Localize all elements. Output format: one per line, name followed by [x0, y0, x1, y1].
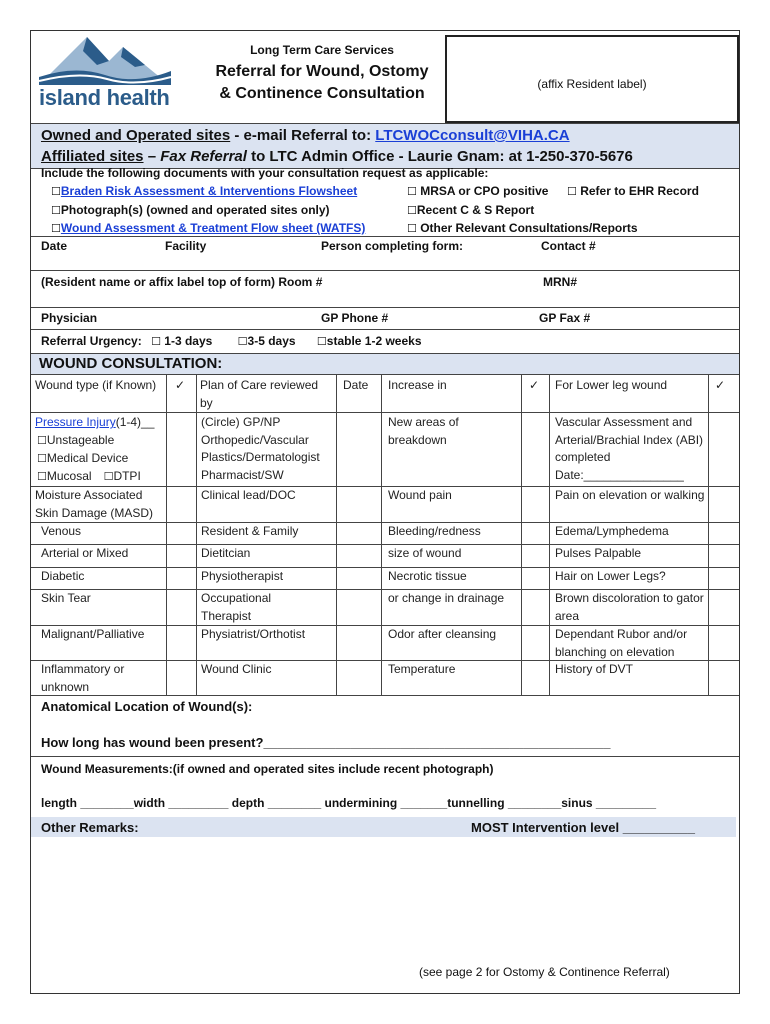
header-check-3: ✓	[715, 378, 726, 392]
affiliated-sites-label: Affiliated sites	[41, 148, 144, 165]
pressure-injury-link[interactable]: Pressure Injury	[35, 415, 116, 429]
photo-item[interactable]	[51, 202, 330, 219]
increase-temperature: Temperature	[388, 662, 456, 676]
watfs-item[interactable]	[51, 220, 365, 237]
unstageable-label: Unstageable	[46, 433, 115, 447]
pressure-injury-row	[35, 414, 154, 432]
affiliated-dash: –	[143, 148, 161, 165]
medical-device-label: Medical Device	[46, 451, 129, 465]
wound-consultation-band	[31, 353, 739, 375]
header-check-2: ✓	[529, 378, 540, 392]
cs-report-item[interactable]	[407, 202, 534, 219]
increase-new-areas: New areas of breakdown	[388, 415, 459, 447]
owned-sites-label: Owned and Operated sites	[41, 127, 231, 144]
checkbox-icon[interactable]: ☐	[407, 185, 417, 198]
wound-type-diabetic: Diabetic	[41, 569, 85, 583]
leg-pain-elevation: Pain on elevation or walking	[555, 488, 705, 502]
braden-item[interactable]	[51, 183, 357, 200]
form-title-line1: Referral for Wound, Ostomy	[215, 63, 429, 80]
mrn-label: MRN#	[543, 275, 578, 289]
wound-type-arterial: Arterial or Mixed	[41, 546, 129, 560]
checkbox-icon[interactable]: ☐	[37, 452, 47, 465]
most-intervention-field[interactable]: MOST Intervention level __________	[471, 820, 695, 835]
label-box-text: (affix Resident label)	[537, 77, 647, 91]
checkbox-icon[interactable]: ☐	[51, 222, 61, 235]
checkbox-icon[interactable]: ☐	[51, 185, 61, 198]
leg-pulses: Pulses Palpable	[555, 546, 642, 560]
checkbox-icon[interactable]: ☐	[567, 185, 577, 198]
how-long-field[interactable]: How long has wound been present?________________________________________________	[41, 735, 611, 750]
leg-brown-discoloration: Brown discoloration to gator area	[555, 591, 704, 623]
leg-hair: Hair on Lower Legs?	[555, 569, 666, 583]
plan-resident-family: Resident & Family	[201, 524, 299, 538]
footer-note: (see page 2 for Ostomy & Continence Referral)	[419, 965, 670, 979]
increase-drainage: or change in drainage	[388, 591, 505, 605]
braden-link[interactable]: Braden Risk Assessment & Interventions Flowsheet	[60, 184, 358, 198]
gp-fax-label: GP Fax #	[539, 311, 591, 325]
checkbox-icon[interactable]: ☐	[407, 204, 417, 217]
plan-dietitian: Dietitcian	[201, 546, 251, 560]
mucosal-label: Mucosal	[46, 469, 92, 483]
urgency-label: Referral Urgency:	[41, 334, 142, 348]
checkbox-icon[interactable]: ☐	[37, 434, 47, 447]
header-wound-type: Wound type (if Known)	[35, 378, 157, 392]
ehr-item[interactable]	[567, 183, 699, 200]
facility-label: Facility	[165, 239, 207, 253]
form-page	[30, 30, 740, 994]
person-label: Person completing form:	[321, 239, 464, 253]
wound-type-masd: Moisture Associated Skin Damage (MASD)	[35, 488, 154, 520]
wound-type-malignant: Malignant/Palliative	[41, 627, 145, 641]
leg-dependant-rubor: Dependant Rubor and/or blanching on elevation	[555, 627, 688, 659]
department-title: Long Term Care Services	[250, 43, 394, 57]
wound-type-inflammatory: Inflammatory or unknown	[41, 662, 125, 694]
date-label: Date	[41, 239, 68, 253]
mrsa-label: MRSA or CPO positive	[416, 184, 549, 198]
email-link[interactable]: LTCWOCconsult@VIHA.CA	[375, 127, 570, 144]
affiliated-sites-text: to LTC Admin Office - Laurie Gnam: at 1-250-370-5676	[246, 148, 633, 165]
increase-odor: Odor after cleansing	[388, 627, 497, 641]
header-date: Date	[343, 378, 369, 392]
increase-bleeding: Bleeding/redness	[388, 524, 481, 538]
urgency-3-5-days: 3-5 days	[247, 334, 296, 348]
unstageable-item[interactable]	[37, 432, 114, 450]
resident-room-label: (Resident name or affix label top of form) Room #	[41, 275, 323, 289]
plan-gp: (Circle) GP/NP Orthopedic/Vascular Plastics/Dermatologist Pharmacist/SW	[201, 415, 320, 482]
checkbox-icon[interactable]: ☐	[103, 470, 114, 483]
increase-pain: Wound pain	[388, 488, 452, 502]
affiliated-sites-line	[41, 147, 633, 167]
header-lower-leg: For Lower leg wound	[555, 378, 668, 392]
logo-text: island health	[39, 85, 170, 110]
contact-band	[31, 123, 739, 169]
contact-label: Contact #	[541, 239, 596, 253]
wound-type-skin-tear: Skin Tear	[41, 591, 91, 605]
checkbox-icon[interactable]: ☐	[407, 222, 417, 235]
measurements-fields[interactable]: length ________width _________ depth ________ undermining _______tunnelling ________sinus _________	[41, 796, 656, 810]
resident-label-box[interactable]	[445, 35, 739, 123]
gp-phone-label: GP Phone #	[321, 311, 389, 325]
form-title-line2: & Continence Consultation	[219, 85, 425, 102]
leg-edema: Edema/Lymphedema	[555, 524, 669, 538]
checkbox-icon[interactable]: ☐	[51, 204, 61, 217]
physician-label: Physician	[41, 311, 98, 325]
mucosal-dtpi-item[interactable]	[37, 468, 141, 486]
header-increase: Increase in	[388, 378, 447, 392]
urgency-1-3-days: 1-3 days	[160, 334, 213, 348]
plan-physiatrist: Physiatrist/Orthotist	[201, 627, 306, 641]
wound-type-venous: Venous	[41, 524, 82, 538]
mrsa-item[interactable]	[407, 183, 548, 200]
leg-abi: Vascular Assessment and Arterial/Brachial Index (ABI) completed Date:_______________	[555, 415, 704, 482]
dtpi-label: DTPI	[113, 469, 141, 483]
photo-label: Photograph(s) (owned and operated sites only)	[60, 203, 330, 217]
checkbox-icon[interactable]: ☐	[151, 335, 161, 348]
other-consult-item[interactable]	[407, 220, 638, 237]
plan-wound-clinic: Wound Clinic	[201, 662, 272, 676]
other-remarks-label: Other Remarks:	[41, 820, 139, 835]
header-check-1: ✓	[175, 378, 186, 392]
checkbox-icon[interactable]: ☐	[237, 335, 248, 348]
fax-referral-text: Fax Referral	[160, 148, 247, 165]
other-consult-label: Other Relevant Consultations/Reports	[416, 221, 638, 235]
plan-physio: Physiotherapist	[201, 569, 284, 583]
header-plan: Plan of Care reviewed by	[200, 378, 319, 410]
cs-report-label: Recent C & S Report	[416, 203, 535, 217]
anatomical-location-label: Anatomical Location of Wound(s):	[41, 699, 253, 714]
plan-ot: Occupational Therapist	[201, 591, 272, 623]
pressure-injury-stage: (1-4)__	[115, 415, 155, 429]
owned-sites-line	[41, 126, 570, 146]
island-health-logo-icon	[35, 31, 175, 86]
remarks-band	[31, 817, 736, 837]
plan-clinical-lead: Clinical lead/DOC	[201, 488, 296, 502]
increase-size: size of wound	[388, 546, 462, 560]
measurements-title: Wound Measurements:(if owned and operated sites include recent photograph)	[41, 762, 494, 776]
watfs-link[interactable]: Wound Assessment & Treatment Flow sheet (WATFS)	[60, 221, 366, 235]
urgency-row	[41, 333, 422, 350]
wound-section-title: WOUND CONSULTATION:	[39, 355, 223, 372]
increase-necrotic: Necrotic tissue	[388, 569, 467, 583]
ehr-label: Refer to EHR Record	[576, 184, 699, 198]
checkbox-icon[interactable]: ☐	[37, 470, 47, 483]
owned-sites-text: - e-mail Referral to:	[230, 127, 376, 144]
include-intro: Include the following documents with your consultation request as applicable:	[41, 166, 489, 180]
urgency-stable: stable 1-2 weeks	[326, 334, 422, 348]
medical-device-item[interactable]	[37, 450, 128, 468]
leg-dvt: History of DVT	[555, 662, 634, 676]
checkbox-icon[interactable]: ☐	[316, 335, 327, 348]
